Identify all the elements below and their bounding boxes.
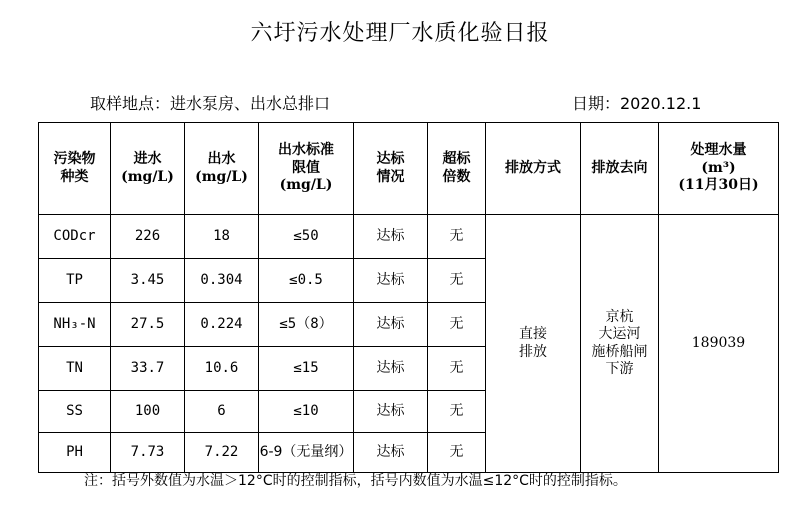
sampling-location: 取样地点：进水泵房、出水总排口 (90, 94, 331, 113)
pollutant-cell: PH (39, 433, 111, 473)
status-cell: 达标 (354, 347, 428, 391)
report-date: 日期：2020.12.1 (572, 94, 702, 113)
pollutant-cell: TN (39, 347, 111, 391)
header-volume: 处理水量 (m³) (11月30日) (659, 123, 779, 215)
table-row (39, 215, 779, 259)
influent-cell: 100 (111, 391, 185, 433)
effluent-cell: 6 (185, 391, 259, 433)
header-exceed: 超标 倍数 (428, 123, 486, 215)
header-discharge-method: 排放方式 (486, 123, 581, 215)
influent-cell: 27.5 (111, 303, 185, 347)
exceed-cell: 无 (428, 391, 486, 433)
status-cell: 达标 (354, 215, 428, 259)
exceed-cell: 无 (428, 303, 486, 347)
status-cell: 达标 (354, 259, 428, 303)
effluent-cell: 7.22 (185, 433, 259, 473)
status-cell: 达标 (354, 303, 428, 347)
pollutant-cell: SS (39, 391, 111, 433)
limit-cell: ≤50 (259, 215, 354, 259)
header-limit: 出水标准 限值 (mg/L) (259, 123, 354, 215)
status-cell: 达标 (354, 391, 428, 433)
limit-cell: ≤15 (259, 347, 354, 391)
discharge-method-cell: 直接 排放 (486, 215, 581, 473)
discharge-dest-cell: 京杭 大运河 施桥船闸 下游 (581, 215, 659, 473)
exceed-cell: 无 (428, 347, 486, 391)
exceed-cell: 无 (428, 259, 486, 303)
status-cell: 达标 (354, 433, 428, 473)
effluent-cell: 0.224 (185, 303, 259, 347)
limit-cell: 6-9（无量纲） (259, 433, 354, 473)
pollutant-cell: CODcr (39, 215, 111, 259)
footnote: 注：括号外数值为水温＞12°C时的控制指标，括号内数值为水温≤12°C时的控制指标。 (84, 473, 627, 489)
exceed-cell: 无 (428, 215, 486, 259)
header-compliance: 达标 情况 (354, 123, 428, 215)
limit-cell: ≤10 (259, 391, 354, 433)
pollutant-cell: NH₃-N (39, 303, 111, 347)
effluent-cell: 0.304 (185, 259, 259, 303)
water-quality-table (38, 122, 779, 473)
effluent-cell: 10.6 (185, 347, 259, 391)
influent-cell: 33.7 (111, 347, 185, 391)
influent-cell: 3.45 (111, 259, 185, 303)
influent-cell: 226 (111, 215, 185, 259)
header-effluent: 出水 (mg/L) (185, 123, 259, 215)
limit-cell: ≤5（8） (259, 303, 354, 347)
influent-cell: 7.73 (111, 433, 185, 473)
header-influent: 进水 (mg/L) (111, 123, 185, 215)
header-row (39, 123, 779, 215)
volume-cell: 189039 (659, 215, 779, 473)
header-pollutant: 污染物 种类 (39, 123, 111, 215)
exceed-cell: 无 (428, 433, 486, 473)
report-title: 六圩污水处理厂水质化验日报 (250, 21, 550, 46)
header-discharge-dest: 排放去向 (581, 123, 659, 215)
effluent-cell: 18 (185, 215, 259, 259)
limit-cell: ≤0.5 (259, 259, 354, 303)
pollutant-cell: TP (39, 259, 111, 303)
